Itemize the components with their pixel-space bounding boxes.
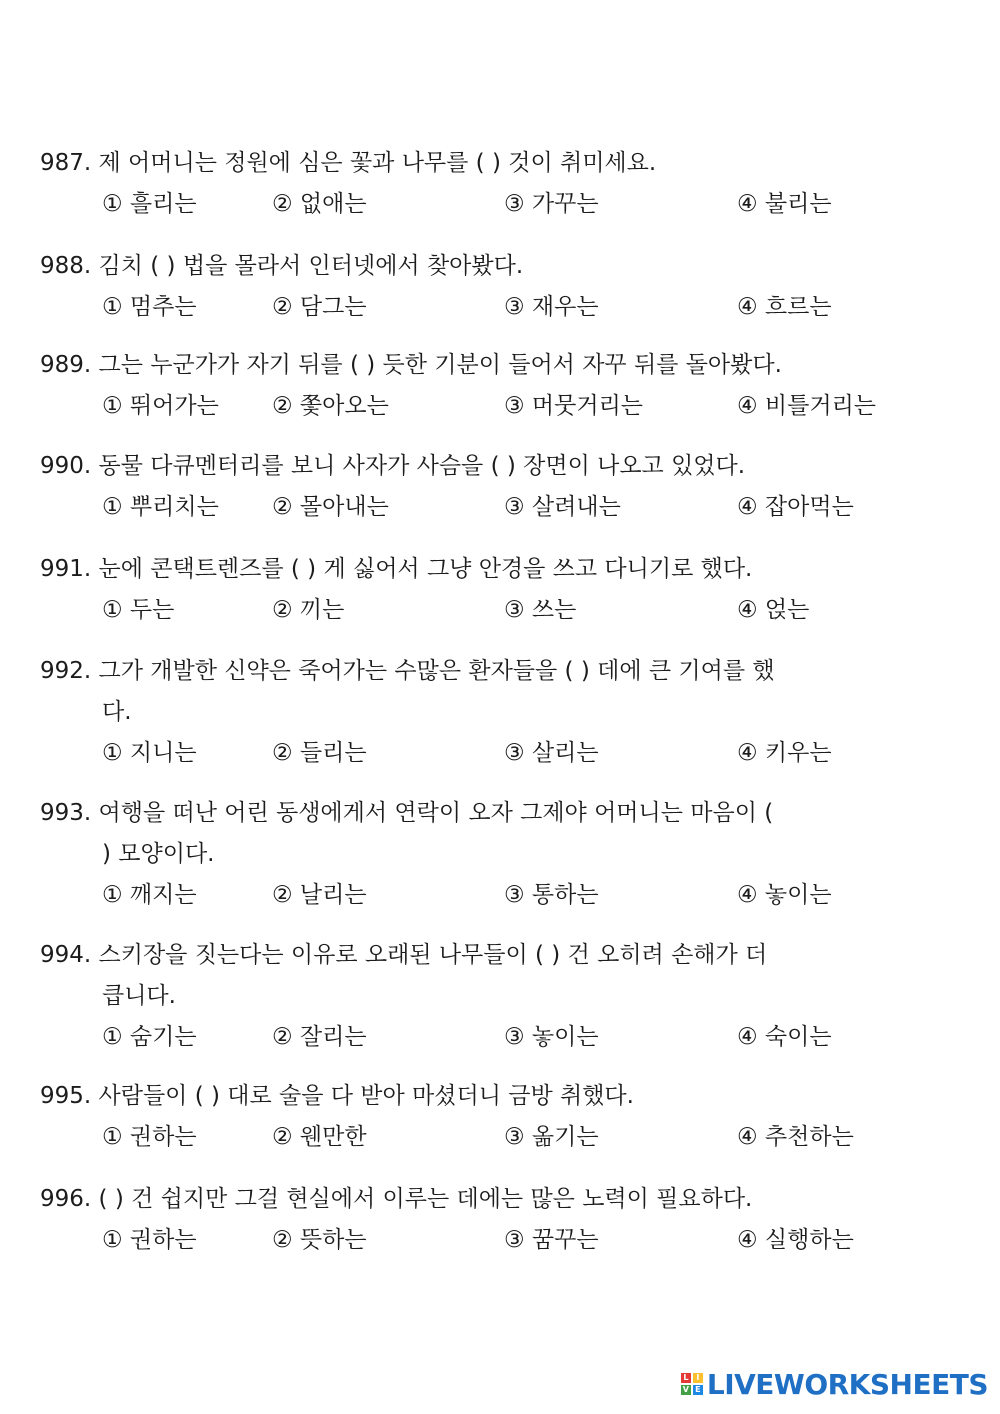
choice-1[interactable]: ① 지니는 <box>102 740 197 766</box>
choice-4[interactable]: ④ 얹는 <box>737 597 810 623</box>
choice-1[interactable]: ① 숨기는 <box>102 1024 197 1050</box>
logo-letter-i: I <box>693 1373 703 1383</box>
question-number: 995. <box>40 1083 92 1109</box>
question-text-line: 동물 다큐멘터리를 보니 사자가 사슴을 ( ) 장면이 나오고 있었다. <box>98 453 746 479</box>
choice-2[interactable]: ② 몰아내는 <box>272 494 389 520</box>
choice-2[interactable]: ② 날리는 <box>272 882 367 908</box>
answer-choices <box>40 1220 940 1261</box>
question-988 <box>40 246 940 328</box>
choice-3[interactable]: ③ 재우는 <box>504 294 599 320</box>
choice-4[interactable]: ④ 불리는 <box>737 191 832 217</box>
question-text-line: ) 모양이다. <box>102 841 215 867</box>
question-text-line: 눈에 콘택트렌즈를 ( ) 게 싫어서 그냥 안경을 쓰고 다니기로 했다. <box>98 556 753 582</box>
choice-1[interactable]: ① 흘리는 <box>102 191 197 217</box>
choice-3[interactable]: ③ 놓이는 <box>504 1024 599 1050</box>
question-text-line: 그는 누군가가 자기 뒤를 ( ) 듯한 기분이 들어서 자꾸 뒤를 돌아봤다. <box>98 352 782 378</box>
choice-3[interactable]: ③ 옮기는 <box>504 1124 599 1150</box>
choice-4[interactable]: ④ 흐르는 <box>737 294 832 320</box>
choice-1[interactable]: ① 깨지는 <box>102 882 197 908</box>
question-stem <box>40 143 940 184</box>
choice-3[interactable]: ③ 가꾸는 <box>504 191 599 217</box>
question-number: 987. <box>40 150 92 176</box>
choice-3[interactable]: ③ 쓰는 <box>504 597 577 623</box>
question-number: 993. <box>40 800 92 826</box>
question-987 <box>40 143 940 225</box>
question-stem <box>40 246 940 287</box>
choice-2[interactable]: ② 없애는 <box>272 191 367 217</box>
question-stem <box>40 935 940 1017</box>
question-995 <box>40 1076 940 1158</box>
choice-1[interactable]: ① 뿌리치는 <box>102 494 219 520</box>
question-number: 991. <box>40 556 92 582</box>
question-989 <box>40 345 940 427</box>
question-number: 989. <box>40 352 92 378</box>
logo-letter-e: E <box>693 1385 703 1395</box>
choice-3[interactable]: ③ 통하는 <box>504 882 599 908</box>
answer-choices <box>40 184 940 225</box>
question-991 <box>40 549 940 631</box>
answer-choices <box>40 1017 940 1058</box>
question-stem <box>40 1179 940 1220</box>
choice-3[interactable]: ③ 꿈꾸는 <box>504 1227 599 1253</box>
question-text-line: 제 어머니는 정원에 심은 꽃과 나무를 ( ) 것이 취미세요. <box>98 150 657 176</box>
choice-2[interactable]: ② 웬만한 <box>272 1124 367 1150</box>
choice-2[interactable]: ② 끼는 <box>272 597 345 623</box>
answer-choices <box>40 733 940 774</box>
choice-4[interactable]: ④ 놓이는 <box>737 882 832 908</box>
choice-4[interactable]: ④ 실행하는 <box>737 1227 854 1253</box>
logo-letter-l: L <box>681 1373 691 1383</box>
choice-4[interactable]: ④ 숙이는 <box>737 1024 832 1050</box>
choice-1[interactable]: ① 뛰어가는 <box>102 393 219 419</box>
choice-4[interactable]: ④ 키우는 <box>737 740 832 766</box>
choice-1[interactable]: ① 권하는 <box>102 1227 197 1253</box>
choice-2[interactable]: ② 뜻하는 <box>272 1227 367 1253</box>
question-text-line: 그가 개발한 신약은 죽어가는 수많은 환자들을 ( ) 데에 큰 기여를 했 <box>98 658 775 684</box>
choice-1[interactable]: ① 멈추는 <box>102 294 197 320</box>
question-stem <box>40 345 940 386</box>
liveworksheets-logo-icon <box>681 1373 703 1395</box>
choice-3[interactable]: ③ 살려내는 <box>504 494 621 520</box>
answer-choices <box>40 1117 940 1158</box>
question-stem <box>40 651 940 733</box>
question-996 <box>40 1179 940 1261</box>
question-text-line: 김치 ( ) 법을 몰라서 인터넷에서 찾아봤다. <box>98 253 524 279</box>
answer-choices <box>40 386 940 427</box>
question-993 <box>40 793 940 916</box>
question-number: 996. <box>40 1186 92 1212</box>
question-992 <box>40 651 940 774</box>
answer-choices <box>40 875 940 916</box>
question-stem <box>40 446 940 487</box>
question-text-line: 여행을 떠난 어린 동생에게서 연락이 오자 그제야 어머니는 마음이 ( <box>98 800 774 826</box>
answer-choices <box>40 287 940 328</box>
question-text-line: 큽니다. <box>102 983 176 1009</box>
question-text-line: 사람들이 ( ) 대로 술을 다 받아 마셨더니 금방 취했다. <box>98 1083 634 1109</box>
question-text-line: 다. <box>102 699 132 725</box>
question-990 <box>40 446 940 528</box>
choice-2[interactable]: ② 담그는 <box>272 294 367 320</box>
question-stem <box>40 1076 940 1117</box>
logo-letter-v: V <box>682 1385 689 1394</box>
choice-4[interactable]: ④ 잡아먹는 <box>737 494 854 520</box>
choice-3[interactable]: ③ 머뭇거리는 <box>504 393 644 419</box>
question-stem <box>40 793 940 875</box>
choice-2[interactable]: ② 잘리는 <box>272 1024 367 1050</box>
question-stem <box>40 549 940 590</box>
answer-choices <box>40 590 940 631</box>
choice-1[interactable]: ① 두는 <box>102 597 175 623</box>
choice-2[interactable]: ② 쫓아오는 <box>272 393 389 419</box>
question-number: 990. <box>40 453 92 479</box>
choice-4[interactable]: ④ 추천하는 <box>737 1124 854 1150</box>
question-number: 988. <box>40 253 92 279</box>
choice-3[interactable]: ③ 살리는 <box>504 740 599 766</box>
choice-2[interactable]: ② 들리는 <box>272 740 367 766</box>
question-number: 994. <box>40 942 92 968</box>
liveworksheets-brand[interactable] <box>681 1364 988 1404</box>
choice-1[interactable]: ① 권하는 <box>102 1124 197 1150</box>
question-994 <box>40 935 940 1058</box>
brand-name: LIVEWORKSHEETS <box>706 1367 988 1401</box>
question-text-line: ( ) 건 쉽지만 그걸 현실에서 이루는 데에는 많은 노력이 필요하다. <box>98 1186 753 1212</box>
answer-choices <box>40 487 940 528</box>
question-text-line: 스키장을 짓는다는 이유로 오래된 나무들이 ( ) 건 오히려 손해가 더 <box>98 942 768 968</box>
question-number: 992. <box>40 658 92 684</box>
choice-4[interactable]: ④ 비틀거리는 <box>737 393 877 419</box>
